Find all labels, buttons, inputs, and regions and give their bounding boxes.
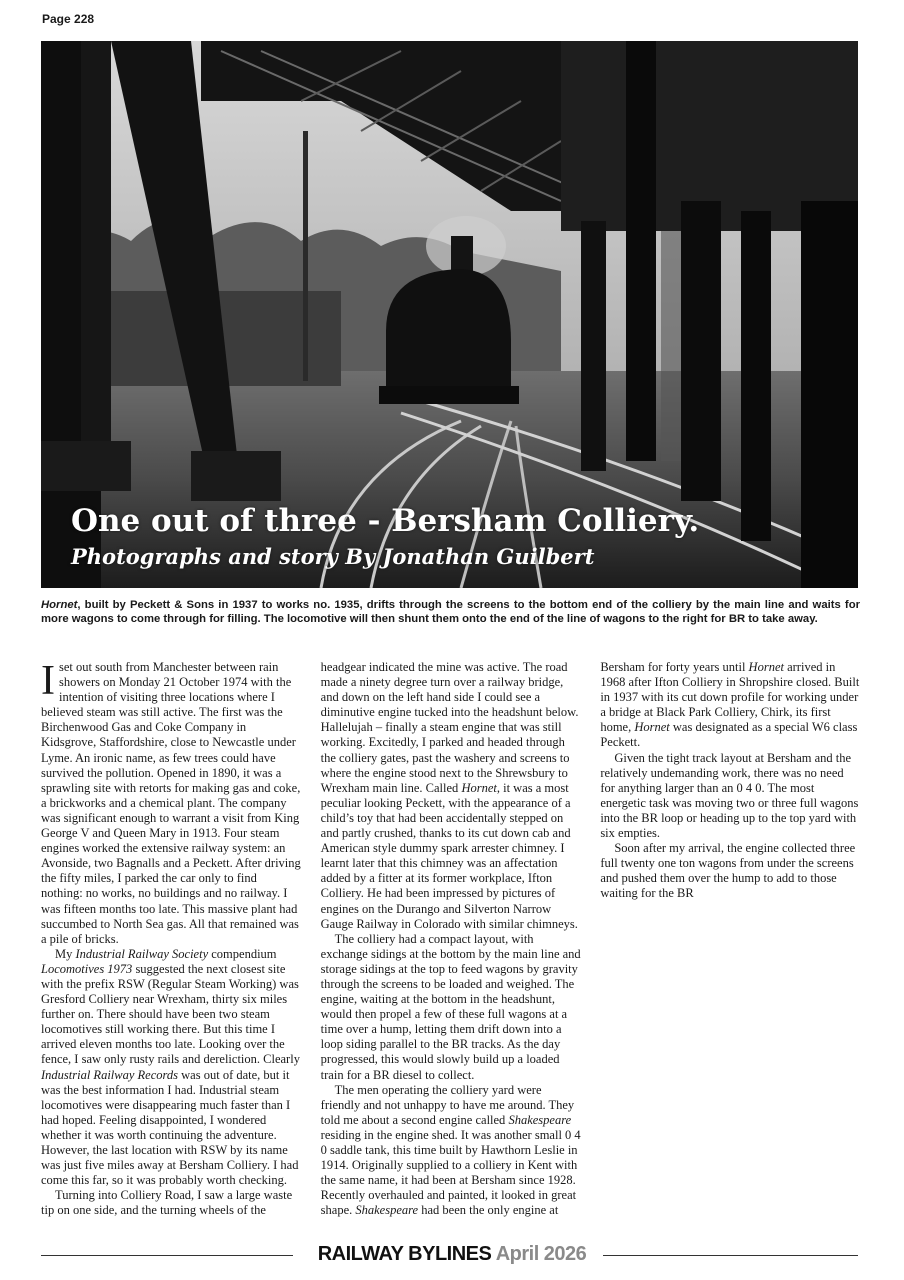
- paragraph-7: Soon after my arrival, the engine collected three full twenty one ton wagons from under the screens and pushed them over the hump to add to those waiting for the BR: [600, 841, 856, 901]
- caption-loco-name: Hornet: [41, 599, 78, 611]
- paragraph-4: The colliery had a compact layout, with exchange sidings at the bottom by the main line and storage sidings at the top to feed wagons by gravity through the screens to be loaded and weighed. The engine, waiting at the bottom in the headshunt, would then propel a few of these full wagons at a time over a hump, letting them drift down into a loop siding parallel to the BR tracks. As the day progressed, this would slowly build up a loaded train for a BR diesel to collect.: [320, 931, 581, 1082]
- paragraph-2: My Industrial Railway Society compendium Locomotives 1973 suggested the next closest site with the prefix RSW (Regular Steam Working) was Gresford Colliery near Wrexham, thirty six miles further on. There should have been two steam locomotives still working there. But this time I arrived eleven months too late. Looking over the fence, I saw only rusty rails and dereliction. Clearly Industrial Railway Records was out of date, but it was the best information I had. Industrial steam locomotives were disappearing much faster than I had hoped. Feeling disappointed, I wondered whether it was worth continuing the adventure. However, the last location with RSW by its name was just five miles away at Bersham Colliery. I had come this far, so it was probably worth checking.: [41, 946, 300, 1188]
- paragraph-1: I set out south from Manchester between rain showers on Monday 21 October 1974 with the intention of visiting three locations where I believed steam was still active. The first was the Birchenwood Gas and Coke Company in Kidsgrove, Staffordshire, close to Newcastle under Lyme. An ironic name, as few trees could have survived the pollution. Opened in 1890, it was a sprawling site with retorts for making gas and coke, a brickworks and a chemical plant. The company was significant enough to warrant a visit from King George V and Queen Mary in 1913. Four steam engines worked the extensive railway system: an Avonside, two Bagnalls and a Peckett. After driving the fifty miles, I parked the car only to find nothing: no works, no buildings and no railway. I was fifteen months too late. This massive plant had succumbed to North Sea gas. All that remained was a pile of bricks.: [41, 658, 301, 946]
- article-byline: Photographs and story By Jonathan Guilbert: [71, 544, 595, 569]
- caption-text: , built by Peckett & Sons in 1937 to works no. 1935, drifts through the screens to the bottom end of the colliery by the main line and waits for more wagons to come through for filling. The locomotive will then shunt them onto the end of the line of wagons to the right for BR to take away.: [41, 599, 860, 625]
- paragraph-5: The men operating the colliery yard were friendly and not unhappy to have me around. They told me about a second engine called Shakespeare residing in the engine shed. It was another small 0 4 0 saddle tank, this time built by Hawthorn Leslie in 1914. Originally supplied to a colliery in Kent with the same name, it had been at Bersham since 1928. Recently overhauled and painted, it looked in great shape. Shakespeare had been the only engine at Bersham for forty years until Hornet arrived in 1968 after Ifton Colliery in Shropshire closed. Built in 1937 with its cut down profile for working under a bridge at Black Park Colliery, Chirk, its first home, Hornet was designated as a special W6 class Peckett.: [320, 660, 860, 1218]
- page-number: Page 228: [42, 12, 95, 26]
- footer: [0, 1243, 904, 1266]
- colliery-photograph: [41, 41, 858, 588]
- magazine-name: RAILWAY BYLINES: [317, 1243, 492, 1265]
- article-title: One out of three - Bersham Colliery.: [71, 503, 700, 539]
- drop-cap: I: [41, 658, 55, 704]
- photo-caption: [41, 598, 860, 626]
- paragraph-6: Given the tight track layout at Bersham and the relatively undemanding work, there was no need for anything larger than an 0 4 0. The most energetic task was moving two or three full wagons into the BR loop or heading up to the top yard with six empties.: [600, 750, 859, 841]
- paragraph-3: Turning into Colliery Road, I saw a large waste tip on one side, and the turning wheels of the headgear indicated the mine was active. The road made a ninety degree turn over a railway bridge, and down on the left hand side I could see a diminutive engine tucked into the headshunt below. Hallelujah – finally a steam engine that was still working. Excitedly, I parked and headed through the colliery gates, past the washery and screens to where the engine stood next to the Shrewsbury to Wrexham main line. Called Hornet, it was a most peculiar looking Peckett, with the appearance of a child’s toy that had been accidentally stepped on and partly crushed, thanks to its cut down cab and American style dummy spark arrester chimney. I learnt later that this chimney was an affectation added by a fitter at its former workplace, Ifton Colliery. He had been impressed by pictures of engines on the Durango and Silverton Narrow Gauge Railway in Colorado with similar chimneys.: [41, 660, 579, 1218]
- issue-date: April 2026: [495, 1243, 587, 1265]
- article-body: [41, 660, 861, 1232]
